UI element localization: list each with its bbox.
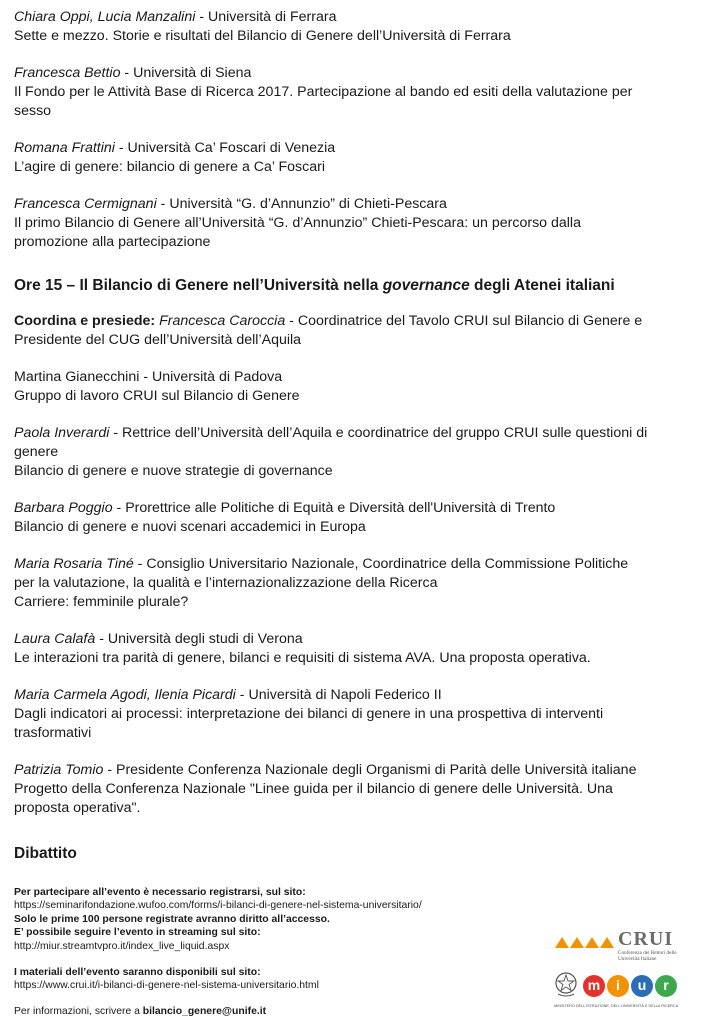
talk-title: Il primo Bilancio di Genere all’Università “G. d’Annunzio” Chieti-Pescara: un percorso dalla <box>14 215 581 231</box>
contact-prefix: Per informazioni, scrivere a <box>14 1005 143 1017</box>
miur-logo <box>554 970 682 1020</box>
chair-name: Francesca Caroccia <box>159 313 286 329</box>
talk-entry <box>14 139 690 177</box>
speaker-name: Paola Inverardi <box>14 425 110 441</box>
speaker-name: Patrizia Tomio <box>14 762 104 778</box>
talk-entry <box>14 424 690 481</box>
speaker-affiliation: - Università Ca’ Foscari di Venezia <box>114 140 336 156</box>
chair-entry <box>14 312 690 350</box>
speaker-affiliation-cont: genere <box>14 444 59 460</box>
crui-wordmark: CRUI <box>618 928 674 950</box>
talk-entry <box>14 368 690 406</box>
session-heading-prefix: Ore 15 – Il Bilancio di Genere nell’Università nella <box>14 277 383 294</box>
speaker-affiliation: - Università di Ferrara <box>195 9 337 25</box>
session-heading-suffix: degli Atenei italiani <box>469 277 615 294</box>
miur-letter: r <box>663 977 669 993</box>
speaker-name: Martina Gianecchini <box>14 369 140 385</box>
talk-title: L’agire di genere: bilancio di genere a Ca’ Foscari <box>14 159 325 175</box>
speaker-name: Barbara Poggio <box>14 500 113 516</box>
talk-entry <box>14 499 690 537</box>
talk-title: Dagli indicatori ai processi: interpretazione dei bilanci di genere in una prospettiva di interventi <box>14 706 604 722</box>
italian-republic-emblem-icon <box>554 970 578 998</box>
talk-entry <box>14 761 690 818</box>
speaker-affiliation: - Consiglio Universitario Nazionale, Coordinatrice della Commissione Politiche <box>133 556 629 572</box>
talk-title: Le interazioni tra parità di genere, bilanci e requisiti di sistema AVA. Una proposta operativa. <box>14 650 591 666</box>
logos-block <box>552 926 682 1022</box>
talk-title: Bilancio di genere e nuovi scenari accademici in Europa <box>14 519 366 535</box>
limit-note: Solo le prime 100 persone registrate avranno diritto all’accesso. <box>14 913 330 925</box>
speaker-affiliation: - Università di Padova <box>139 369 283 385</box>
crui-logo <box>554 928 682 964</box>
register-link[interactable]: https://seminarifondazione.wufoo.com/forms/i-bilanci-di-genere-nel-sistema-universitario/ <box>14 900 422 912</box>
talk-entry <box>14 686 690 743</box>
materials-label: I materiali dell’evento saranno disponibili sul sito: <box>14 967 261 979</box>
speaker-name: Francesca Cermignani <box>14 196 157 212</box>
talk-entry <box>14 64 690 121</box>
crui-subtitle: Conferenza dei Rettori delle Università Italiane <box>618 950 677 962</box>
talk-entry <box>14 555 690 612</box>
speaker-name: Francesca Bettio <box>14 65 121 81</box>
crui-mark-icon <box>554 934 616 950</box>
chair-role: - Coordinatrice del Tavolo CRUI sul Bilancio di Genere e <box>285 313 643 329</box>
talk-entry <box>14 8 690 46</box>
talk-title-cont: proposta operativa". <box>14 800 141 816</box>
talk-title: Progetto della Conferenza Nazionale "Linee guida per il bilancio di genere delle Università. Una <box>14 781 613 797</box>
talk-title: Gruppo di lavoro CRUI sul Bilancio di Genere <box>14 388 300 404</box>
speaker-affiliation: - Università di Napoli Federico II <box>235 687 442 703</box>
session-heading <box>14 276 690 296</box>
talk-entry <box>14 195 690 252</box>
speaker-affiliation: - Presidente Conferenza Nazionale degli Organismi di Parità delle Università italiane <box>103 762 637 778</box>
speaker-name: Maria Rosaria Tiné <box>14 556 134 572</box>
miur-letter: u <box>637 977 647 993</box>
speaker-affiliation: - Rettrice dell’Università dell’Aquila e coordinatrice del gruppo CRUI sulle questioni di <box>109 425 648 441</box>
contact-email-link[interactable]: bilancio_genere@unife.it <box>142 1005 267 1017</box>
speaker-affiliation-cont: per la valutazione, la qualità e l’internazionalizzazione della Ricerca <box>14 575 438 591</box>
speaker-name: Maria Carmela Agodi, Ilenia Picardi <box>14 687 236 703</box>
miur-letter: m <box>587 977 601 993</box>
streaming-label: E’ possibile seguire l’evento in streaming sul sito: <box>14 927 261 939</box>
speaker-name: Laura Calafà <box>14 631 96 647</box>
event-info <box>14 886 534 1018</box>
miur-letter: i <box>616 977 620 993</box>
speaker-affiliation: - Prorettrice alle Politiche di Equità e Diversità dell'Università di Trento <box>112 500 556 516</box>
materials-link[interactable]: https://www.crui.it/i-bilanci-di-genere-nel-sistema-universitario.html <box>14 980 319 992</box>
speaker-name: Romana Frattini <box>14 140 115 156</box>
program-page <box>14 8 690 1018</box>
streaming-link[interactable]: http://miur.streamtvpro.it/index_live_liquid.aspx <box>14 940 230 952</box>
debate-heading: Dibattito <box>14 845 77 862</box>
talk-title-cont: trasformativi <box>14 725 92 741</box>
talk-title: Sette e mezzo. Storie e risultati del Bilancio di Genere dell’Università di Ferrara <box>14 28 511 44</box>
speaker-name: Chiara Oppi, Lucia Manzalini <box>14 9 196 25</box>
chair-role-cont: Presidente del CUG dell’Università dell’Aquila <box>14 332 302 348</box>
register-label: Per partecipare all’evento è necessario registrarsi, sul sito: <box>14 887 306 898</box>
talk-title-cont: promozione alla partecipazione <box>14 234 211 250</box>
session-heading-italic: governance <box>382 277 470 294</box>
speaker-affiliation: - Università di Siena <box>120 65 252 81</box>
miur-letters <box>582 974 678 998</box>
talk-title-cont: sesso <box>14 103 52 119</box>
talk-title: Bilancio di genere e nuove strategie di governance <box>14 463 333 479</box>
talk-title: Il Fondo per le Attività Base di Ricerca 2017. Partecipazione al bando ed esiti della valutazione per <box>14 84 633 100</box>
chair-label: Coordina e presiede: <box>14 313 160 329</box>
talk-entry <box>14 630 690 668</box>
miur-caption: MINISTERO DELL'ISTRUZIONE, DELL'UNIVERSITÀ E DELLA RICERCA <box>554 1004 679 1008</box>
speaker-affiliation: - Università “G. d’Annunzio” di Chieti-Pescara <box>156 196 447 212</box>
speaker-affiliation: - Università degli studi di Verona <box>95 631 303 647</box>
talk-title: Carriere: femminile plurale? <box>14 594 189 610</box>
